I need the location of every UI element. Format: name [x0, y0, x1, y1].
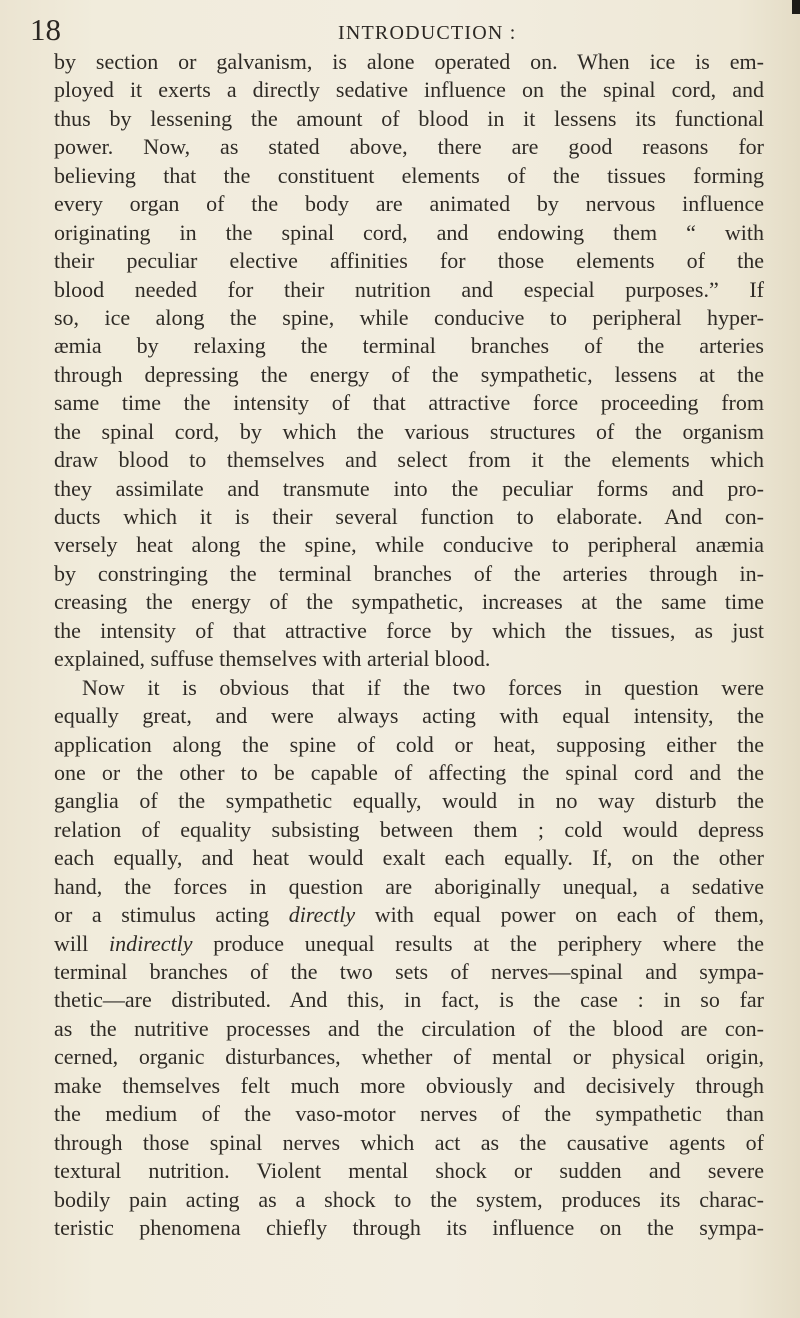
text-line: power. Now, as stated above, there are good reasons for	[54, 134, 764, 160]
text-line: application along the spine of cold or heat, supposing either the	[54, 731, 764, 757]
body-text	[54, 48, 764, 1242]
text-line: through those spinal nerves which act as the causative agents of	[54, 1129, 764, 1155]
page-edge-mark	[792, 0, 800, 14]
emphasis: directly	[288, 902, 356, 928]
text-line: terminal branches of the two sets of nerves—spinal and sympa-	[54, 959, 764, 984]
text-run: with equal power on each of them,	[355, 902, 765, 928]
text-line: teristic phenomena chiefly through its influence on the sympa-	[54, 1214, 764, 1240]
text-line: cerned, organic disturbances, whether of mental or physical origin,	[54, 1044, 764, 1070]
text-line	[54, 930, 764, 958]
text-line: make themselves felt much more obviously and decisively through	[54, 1072, 764, 1098]
page-number: 18	[30, 12, 61, 47]
text-line: thetic—are distributed. And this, in fact, is the case : in so far	[54, 987, 764, 1013]
text-line: versely heat along the spine, while conducive to peripheral anæmia	[54, 532, 764, 558]
text-line: each equally, and heat would exalt each equally. If, on the other	[54, 845, 764, 871]
text-line: by constringing the terminal branches of the arteries through in-	[54, 560, 764, 586]
text-line: they assimilate and transmute into the peculiar forms and pro-	[54, 475, 764, 501]
text-line: æmia by relaxing the terminal branches of the arteries	[54, 333, 764, 359]
text-line: textural nutrition. Violent mental shock or sudden and severe	[54, 1158, 764, 1184]
text-line	[54, 901, 764, 929]
text-line: thus by lessening the amount of blood in it lessens its functional	[54, 105, 764, 131]
text-line: the intensity of that attractive force by which the tissues, as just	[54, 617, 764, 643]
text-line: draw blood to themselves and select from it the elements which	[54, 447, 764, 473]
text-line: as the nutritive processes and the circulation of the blood are con-	[54, 1015, 764, 1041]
text-line: believing that the constituent elements of the tissues forming	[54, 162, 764, 188]
text-line: bodily pain acting as a shock to the system, produces its charac-	[54, 1186, 764, 1212]
text-line: ganglia of the sympathetic equally, would in no way disturb the	[54, 788, 764, 814]
text-run: produce unequal results at the periphery where the	[192, 930, 764, 956]
text-line: ducts which it is their several function to elaborate. And con-	[54, 504, 764, 529]
text-line: through depressing the energy of the sympathetic, lessens at the	[54, 361, 764, 387]
text-run: or a stimulus acting	[54, 902, 289, 928]
text-line: originating in the spinal cord, and endowing them “ with	[54, 219, 764, 245]
text-line: same time the intensity of that attractive force proceeding from	[54, 390, 764, 416]
emphasis: indirectly	[108, 930, 193, 956]
text-line: every organ of the body are animated by nervous influence	[54, 191, 764, 217]
text-line: the spinal cord, by which the various structures of the organism	[54, 418, 764, 444]
text-line: creasing the energy of the sympathetic, increases at the same time	[54, 589, 764, 615]
text-line: their peculiar elective affinities for those elements of the	[54, 248, 764, 274]
text-line: explained, suffuse themselves with arterial blood.	[54, 646, 491, 672]
text-line: so, ice along the spine, while conducive to peripheral hyper-	[54, 304, 764, 330]
text-line: one or the other to be capable of affecting the spinal cord and the	[54, 759, 764, 785]
text-line: hand, the forces in question are aboriginally unequal, a sedative	[54, 873, 764, 899]
running-head	[30, 12, 740, 48]
text-run: will	[54, 930, 109, 956]
text-line: blood needed for their nutrition and especial purposes.” If	[54, 276, 764, 302]
text-line: by section or galvanism, is alone operated on. When ice is em-	[54, 49, 764, 74]
running-title: INTRODUCTION :	[338, 22, 517, 44]
text-line: ployed it exerts a directly sedative influence on the spinal cord, and	[54, 77, 764, 103]
text-line: Now it is obvious that if the two forces in question were	[82, 674, 764, 700]
text-line: equally great, and were always acting with equal intensity, the	[54, 703, 764, 729]
text-line: relation of equality subsisting between them ; cold would depress	[54, 816, 764, 842]
text-line: the medium of the vaso-motor nerves of the sympathetic than	[54, 1101, 764, 1127]
